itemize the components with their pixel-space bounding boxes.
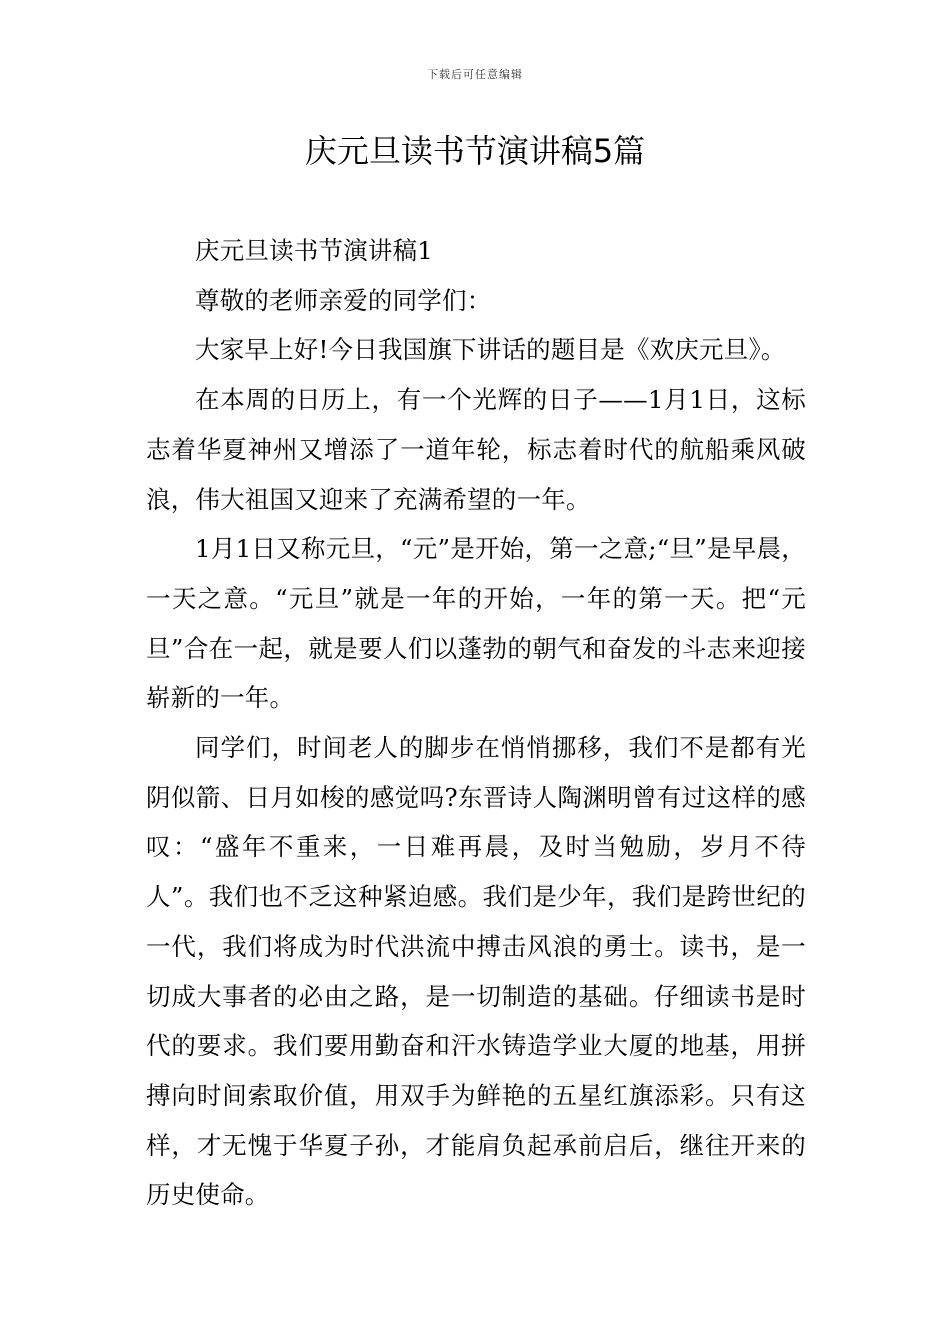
document-body: [146, 226, 806, 1220]
body-paragraph: 同学们，时间老人的脚步在悄悄挪移，我们不是都有光阴似箭、日月如梭的感觉吗?东晋诗人陶渊明曾有过这样的感叹：“盛年不重来，一日难再晨，及时当勉励，岁月不待人”。我们也不乏这种紧迫感。我们是少年，我们是跨世纪的一代，我们将成为时代洪流中搏击风浪的勇士。读书，是一切成大事者的必由之路，是一切制造的基础。仔细读书是时代的要求。我们要用勤奋和汗水铸造学业大厦的地基，用拼搏向时间索取价值，用双手为鲜艳的五星红旗添彩。只有这样，才无愧于华夏子孙，才能肩负起承前启后，继往开来的历史使命。: [146, 733, 806, 1210]
greeting-paragraph: 大家早上好!今日我国旗下讲话的题目是《欢庆元旦》。: [195, 335, 786, 365]
document-title: 庆元旦读书节演讲稿5篇: [304, 132, 646, 170]
body-paragraph: 在本周的日历上，有一个光辉的日子——1月1日，这标志着华夏神州又增添了一道年轮，标志着时代的航船乘风破浪，伟大祖国又迎来了充满希望的一年。: [146, 385, 806, 514]
header-note: 下载后可任意编辑: [427, 68, 523, 81]
speech-subtitle: 庆元旦读书节演讲稿1: [195, 236, 434, 265]
salutation: 尊敬的老师亲爱的同学们：: [195, 285, 492, 315]
body-paragraph: 1月1日又称元旦，“元”是开始，第一之意;“旦”是早晨，一天之意。“元旦”就是一年的开始，一年的第一天。把“元旦”合在一起，就是要人们以蓬勃的朝气和奋发的斗志来迎接崭新的一年。: [146, 534, 806, 713]
